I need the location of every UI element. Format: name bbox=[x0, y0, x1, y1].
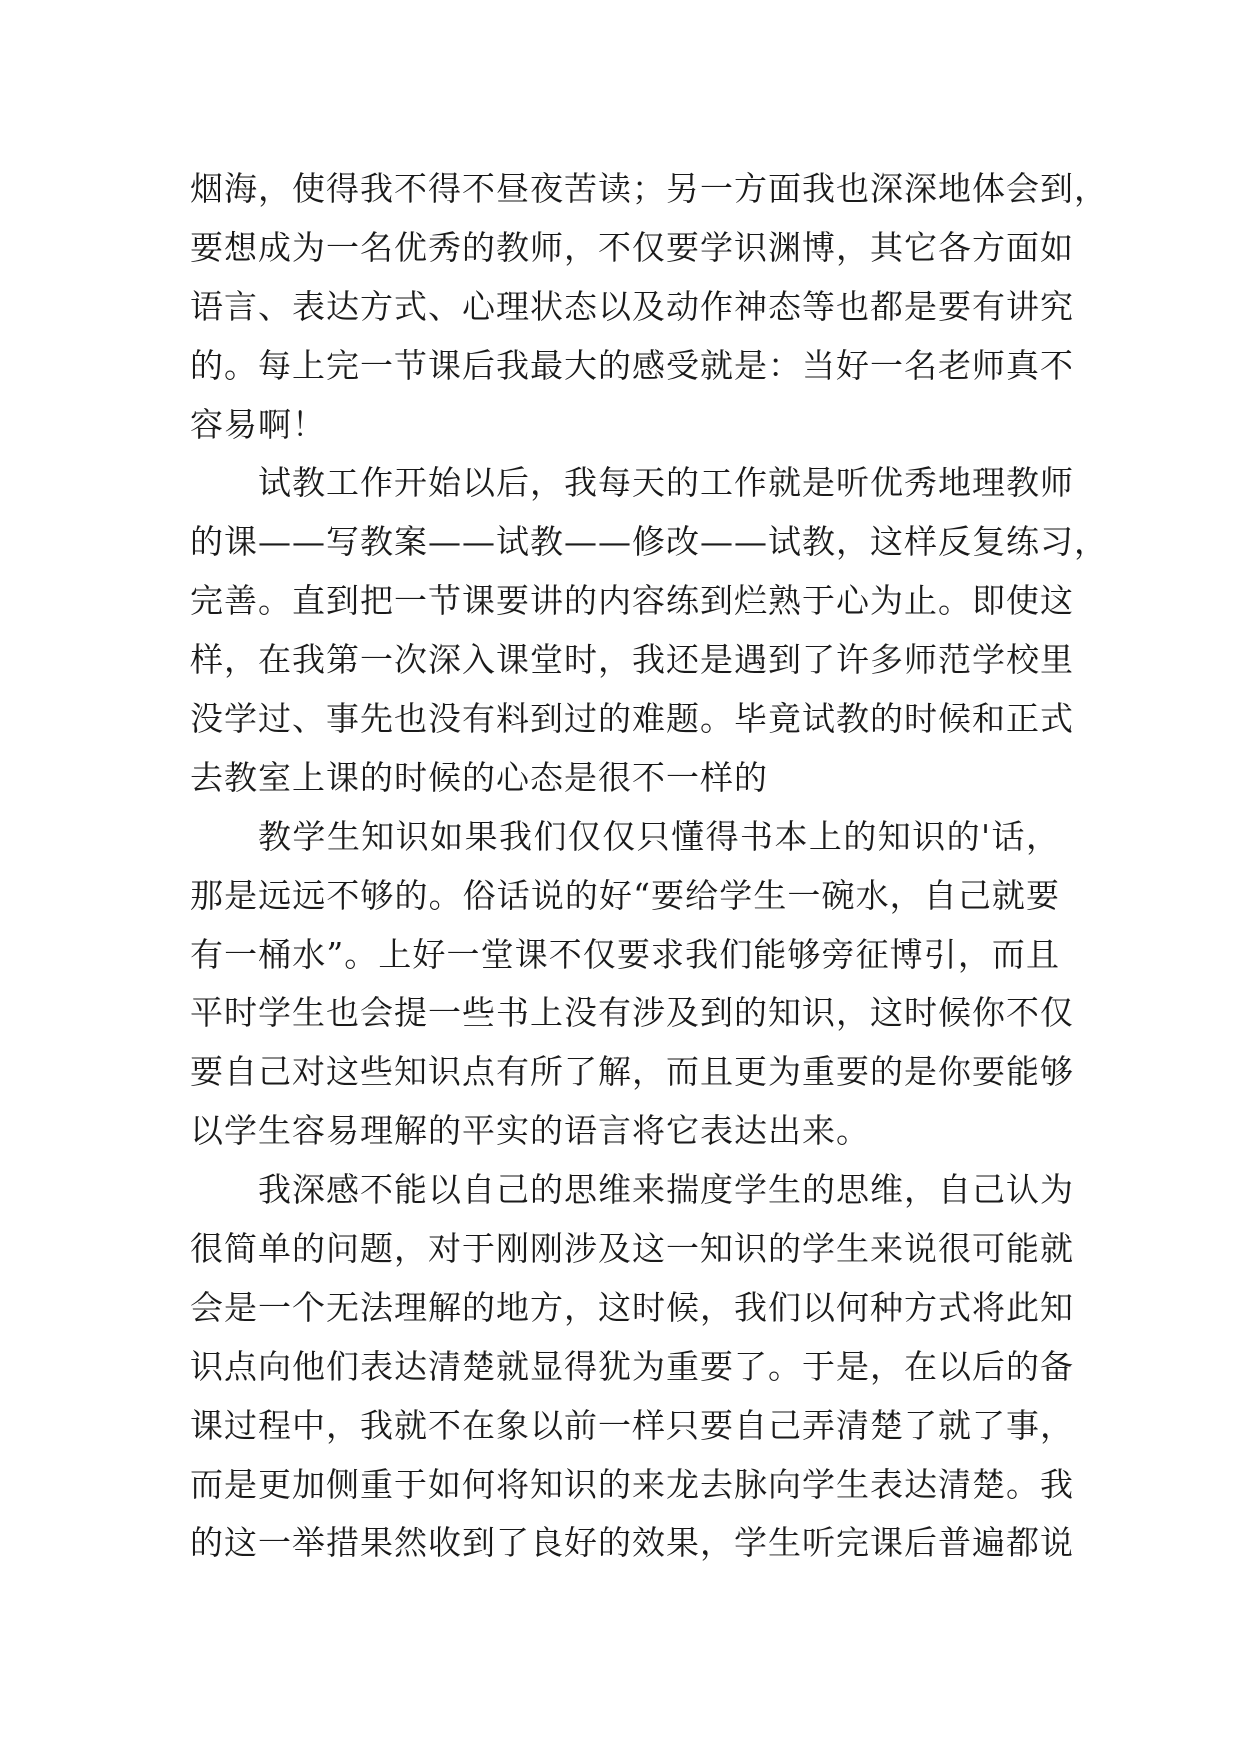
text-line: 容易啊！ bbox=[190, 404, 326, 444]
text-line: 没学过、事先也没有料到过的难题。毕竟试教的时候和正式 bbox=[190, 699, 1074, 739]
paragraph-2 bbox=[190, 454, 1108, 807]
text-line: 课过程中，我就不在象以前一样只要自己弄清楚了就了事， bbox=[190, 1405, 1074, 1445]
text-line: 烟海，使得我不得不昼夜苦读；另一方面我也深深地体会到， bbox=[190, 169, 1108, 208]
paragraph-1 bbox=[190, 160, 1108, 454]
text-line: 要想成为一名优秀的教师，不仅要学识渊博，其它各方面如 bbox=[190, 227, 1074, 267]
body-text bbox=[190, 160, 1108, 1573]
text-line: 的课——写教案——试教——修改——试教，这样反复练习， bbox=[190, 522, 1108, 562]
text-line: 以学生容易理解的平实的语言将它表达出来。 bbox=[190, 1111, 870, 1151]
text-line: 的这一举措果然收到了良好的效果，学生听完课后普遍都说 bbox=[190, 1523, 1074, 1563]
text-line: 那是远远不够的。俗话说的好“要给学生一碗水，自己就要 bbox=[190, 875, 1060, 915]
text-line: 而是更加侧重于如何将知识的来龙去脉向学生表达清楚。我 bbox=[190, 1464, 1074, 1504]
text-line: 的。每上完一节课后我最大的感受就是：当好一名老师真不 bbox=[190, 345, 1074, 385]
text-line: 有一桶水”。上好一堂课不仅要求我们能够旁征博引，而且 bbox=[190, 934, 1060, 974]
text-line: 样，在我第一次深入课堂时，我还是遇到了许多师范学校里 bbox=[190, 640, 1074, 680]
text-line: 语言、表达方式、心理状态以及动作神态等也都是要有讲究 bbox=[190, 286, 1074, 326]
text-line: 完善。直到把一节课要讲的内容练到烂熟于心为止。即使这 bbox=[190, 581, 1074, 621]
text-line: 很简单的问题，对于刚刚涉及这一知识的学生来说很可能就 bbox=[190, 1229, 1074, 1269]
text-line: 试教工作开始以后，我每天的工作就是听优秀地理教师 bbox=[258, 463, 1074, 503]
text-line: 去教室上课的时候的心态是很不一样的 bbox=[190, 757, 768, 797]
text-line: 会是一个无法理解的地方，这时候，我们以何种方式将此知 bbox=[190, 1287, 1074, 1327]
paragraph-4 bbox=[190, 1161, 1074, 1573]
text-line: 要自己对这些知识点有所了解，而且更为重要的是你要能够 bbox=[190, 1052, 1074, 1092]
text-line: 教学生知识如果我们仅仅只懂得书本上的知识的'话， bbox=[258, 816, 1060, 856]
paragraph-3 bbox=[190, 808, 1074, 1161]
text-line: 识点向他们表达清楚就显得犹为重要了。于是，在以后的备 bbox=[190, 1346, 1074, 1386]
text-line: 我深感不能以自己的思维来揣度学生的思维，自己认为 bbox=[258, 1170, 1074, 1210]
text-line: 平时学生也会提一些书上没有涉及到的知识，这时候你不仅 bbox=[190, 993, 1074, 1033]
